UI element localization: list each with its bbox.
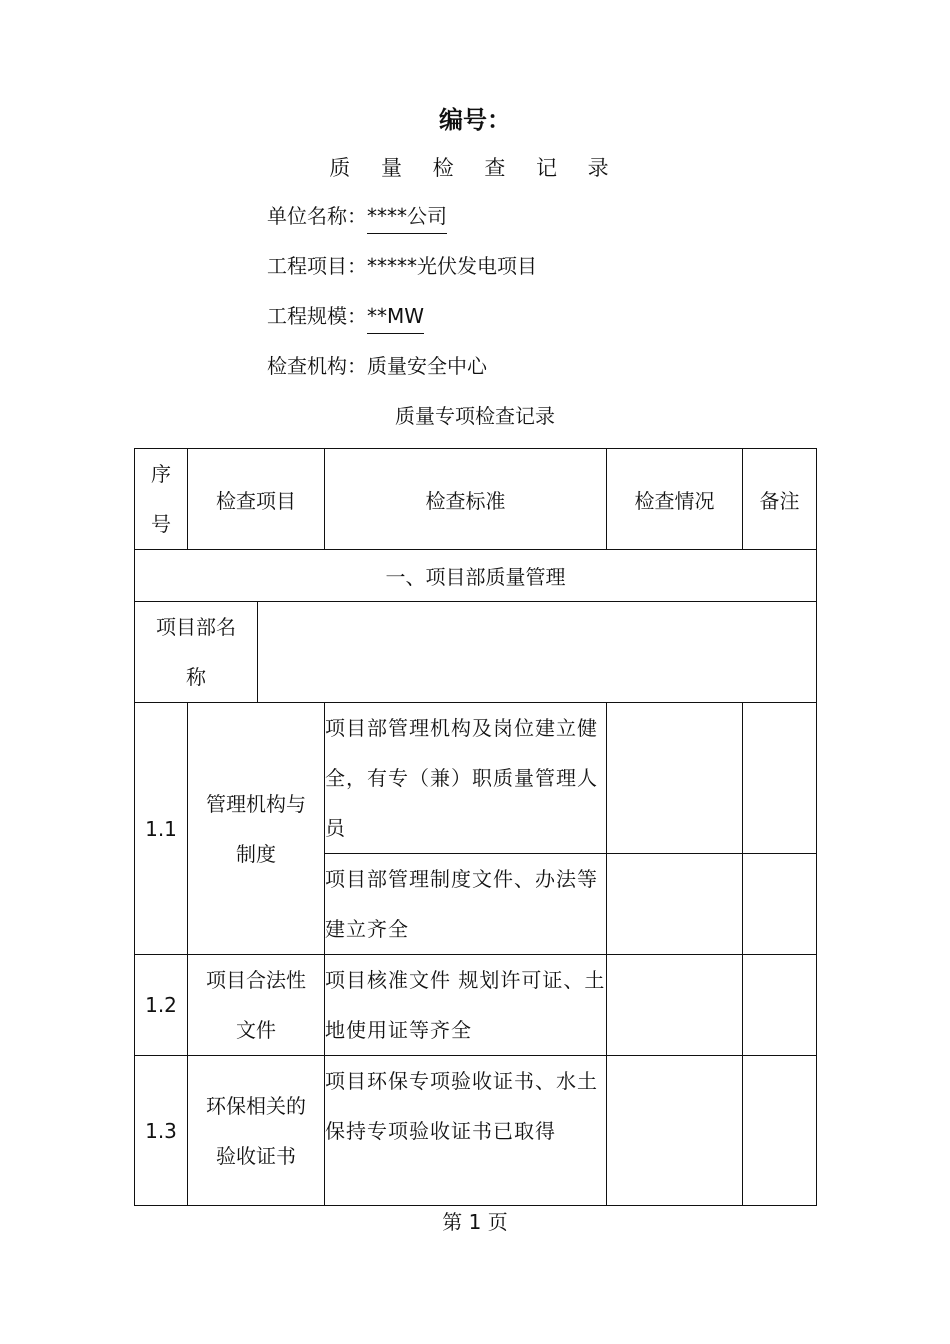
dept-name-label: 项目部名称 (135, 602, 258, 703)
row-status-cell (607, 703, 743, 854)
info-scale-value: **MW (367, 299, 424, 334)
row-status-cell (607, 1056, 743, 1206)
col-header-no: 序号 (135, 449, 188, 550)
row-remarks-cell (743, 854, 817, 955)
row-item: 环保相关的验收证书 (188, 1056, 325, 1206)
col-header-remarks: 备注 (743, 449, 817, 550)
row-standard: 项目部管理机构及岗位建立健全，有专（兼）职质量管理人员 (325, 703, 607, 854)
row-no: 1.2 (135, 955, 188, 1056)
info-unit-label: 单位名称： (267, 204, 367, 228)
info-project-label: 工程项目： (267, 254, 367, 278)
info-unit-row (267, 199, 447, 233)
dept-name-row (135, 602, 817, 703)
table-row (135, 1056, 817, 1206)
row-standard: 项目部管理制度文件、办法等建立齐全 (325, 854, 607, 955)
row-status-cell (607, 854, 743, 955)
dept-name-value (258, 602, 817, 703)
row-remarks-cell (743, 1056, 817, 1206)
info-unit-value: ****公司 (367, 199, 447, 234)
col-header-item: 检查项目 (188, 449, 325, 550)
row-no: 1.3 (135, 1056, 188, 1206)
info-project-row (267, 249, 537, 283)
row-remarks-cell (743, 703, 817, 854)
page-number: 第 1 页 (442, 1210, 508, 1234)
section-heading: 一、项目部质量管理 (135, 550, 817, 602)
row-no: 1.1 (135, 703, 188, 955)
info-agency-row (267, 349, 487, 383)
info-scale-row (267, 299, 424, 333)
info-scale-label: 工程规模： (267, 304, 367, 328)
row-item: 项目合法性文件 (188, 955, 325, 1056)
row-status-cell (607, 955, 743, 1056)
info-agency-label: 检查机构： (267, 354, 367, 378)
row-item: 管理机构与制度 (188, 703, 325, 955)
table-row (135, 955, 817, 1056)
col-header-status: 检查情况 (607, 449, 743, 550)
table-row (135, 703, 817, 854)
col-header-standard: 检查标准 (325, 449, 607, 550)
document-number-label: 编号： (439, 106, 511, 134)
section-row (135, 550, 817, 602)
row-standard: 项目核准文件 规划许可证、土地使用证等齐全 (325, 955, 607, 1056)
info-agency-value: 质量安全中心 (367, 354, 487, 378)
row-standard: 项目环保专项验收证书、水土保持专项验收证书已取得 (325, 1056, 607, 1206)
inspection-table (134, 448, 817, 1206)
info-project-value: *****光伏发电项目 (367, 254, 537, 278)
table-header-row (135, 449, 817, 550)
document-title: 质 量 检 查 记 录 (329, 156, 621, 180)
row-remarks-cell (743, 955, 817, 1056)
table-title: 质量专项检查记录 (395, 404, 555, 428)
